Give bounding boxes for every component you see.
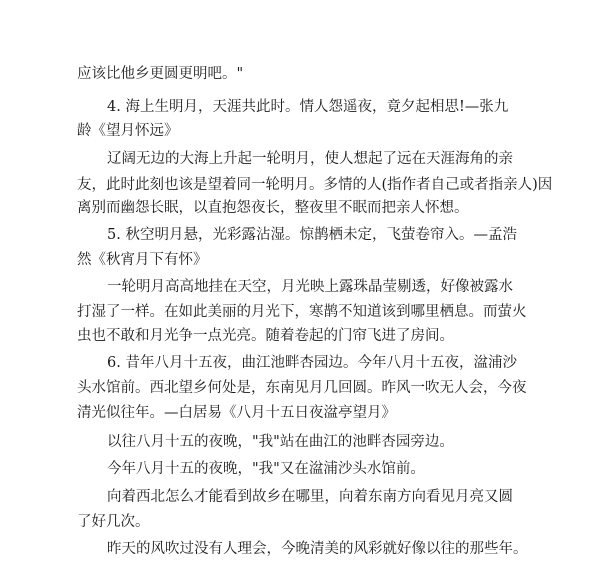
text-line: 应该比他乡更圆更明吧。" bbox=[77, 66, 244, 82]
text-line: 6. 昔年八月十五夜，曲江池畔杏园边。今年八月十五夜，湓浦沙 bbox=[107, 355, 517, 371]
text-line: 打湿了一样。在如此美丽的月光下，寒鹊不知道该到哪里栖息。而萤火 bbox=[77, 304, 527, 320]
text-line: 以往八月十五的夜晚，"我"站在曲江的池畔杏园旁边。 bbox=[107, 434, 454, 450]
text-line: 虫也不敢和月光争一点光亮。随着卷起的门帘飞进了房间。 bbox=[77, 328, 454, 344]
text-line: 离别而幽怨长眠，以直抱怨夜长，整夜里不眠而把亲人怀想。 bbox=[77, 200, 469, 216]
text-line: 昨天的风吹过没有人理会，今晚清美的风彩就好像以往的那些年。 bbox=[107, 541, 528, 557]
text-line: 5. 秋空明月悬，光彩露沾湿。惊鹊栖未定，飞萤卷帘入。—孟浩 bbox=[107, 227, 517, 243]
text-line: 友，此时此刻也该是望着同一轮明月。多情的人(指作者自己或者指亲人)因 bbox=[77, 177, 553, 193]
text-line: 向着西北怎么才能看到故乡在哪里，向着东南方向看见月亮又圆 bbox=[107, 489, 513, 505]
text-line: 4. 海上生明月，天涯共此时。情人怨遥夜，竟夕起相思!—张九 bbox=[107, 99, 509, 115]
text-line: 清光似往年。—白居易《八月十五日夜湓亭望月》 bbox=[77, 405, 396, 421]
text-line: 辽阔无边的大海上升起一轮明月，使人想起了远在天涯海角的亲 bbox=[107, 151, 513, 167]
text-line: 了好几次。 bbox=[77, 514, 150, 530]
text-line: 一轮明月高高地挂在天空，月光映上露珠晶莹剔透，好像被露水 bbox=[107, 279, 513, 295]
text-line: 今年八月十五的夜晚，"我"又在湓浦沙头水馆前。 bbox=[107, 461, 425, 477]
text-line: 头水馆前。西北望乡何处是，东南见月几回圆。昨风一吹无人会，今夜 bbox=[77, 380, 527, 396]
text-line: 然《秋宵月下有怀》 bbox=[77, 252, 208, 268]
text-line: 龄《望月怀远》 bbox=[77, 123, 179, 139]
